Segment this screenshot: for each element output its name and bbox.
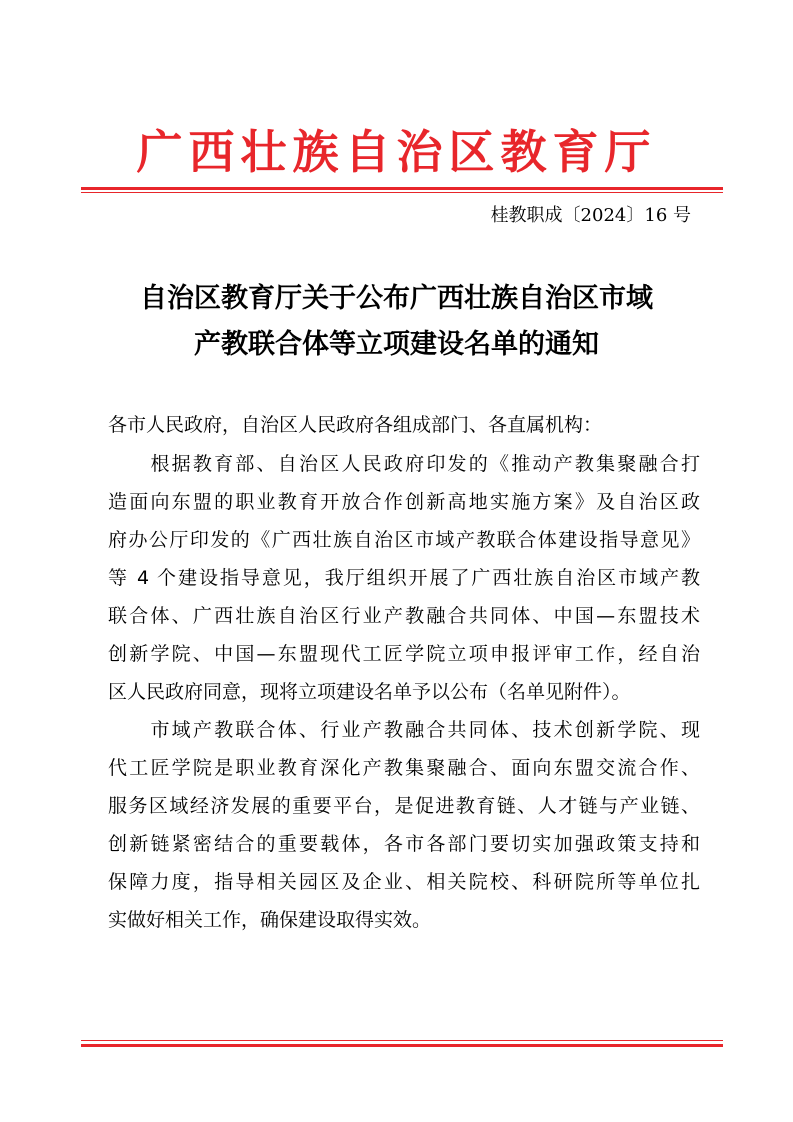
notice-title-line-1: 自治区教育厅关于公布广西壮族自治区市域 [140,283,653,314]
paragraph-line: 实做好相关工作，确保建设取得实效。 [108,909,432,931]
red-header-rule-thin [81,192,723,193]
red-header-rule-thick [81,187,723,190]
red-footer-rule-thin [81,1040,723,1041]
paragraph-line: 区人民政府同意，现将立项建设名单予以公布（名单见附件）。 [108,681,631,703]
paragraph-line: 创新链紧密结合的重要载体，各市各部门要切实加强政策支持和 [108,833,700,855]
paragraph-line: 联合体、广西壮族自治区行业产教融合共同体、中国—东盟技术 [108,605,700,627]
paragraph-line: 创新学院、中国—东盟现代工匠学院立项申报评审工作，经自治 [108,643,700,665]
red-footer-rule-thick [81,1044,723,1047]
paragraph-line: 服务区域经济发展的重要平台，是促进教育链、人才链与产业链、 [108,795,700,817]
paragraph-line: 代工匠学院是职业教育深化产教集聚融合、面向东盟交流合作、 [108,757,700,779]
issuing-organization-title: 广西壮族自治区教育厅 [136,125,657,179]
notice-title-line-2: 产教联合体等立项建设名单的通知 [194,329,599,360]
paragraph-line: 根据教育部、自治区人民政府印发的《推动产教集聚融合打 [108,453,700,475]
paragraph-line: 等 4 个建设指导意见，我厅组织开展了广西壮族自治区市域产教 [108,567,700,589]
paragraph-line: 造面向东盟的职业教育开放合作创新高地实施方案》及自治区政 [108,491,700,513]
paragraph-line: 府办公厅印发的《广西壮族自治区市域产教联合体建设指导意见》 [108,529,700,551]
document-number: 桂教职成〔2024〕16 号 [490,205,691,226]
paragraph-line: 保障力度，指导相关园区及企业、相关院校、科研院所等单位扎 [108,871,700,893]
paragraph-line: 市域产教联合体、行业产教融合共同体、技术创新学院、现 [108,719,700,741]
salutation: 各市人民政府，自治区人民政府各组成部门、各直属机构： [108,414,603,436]
